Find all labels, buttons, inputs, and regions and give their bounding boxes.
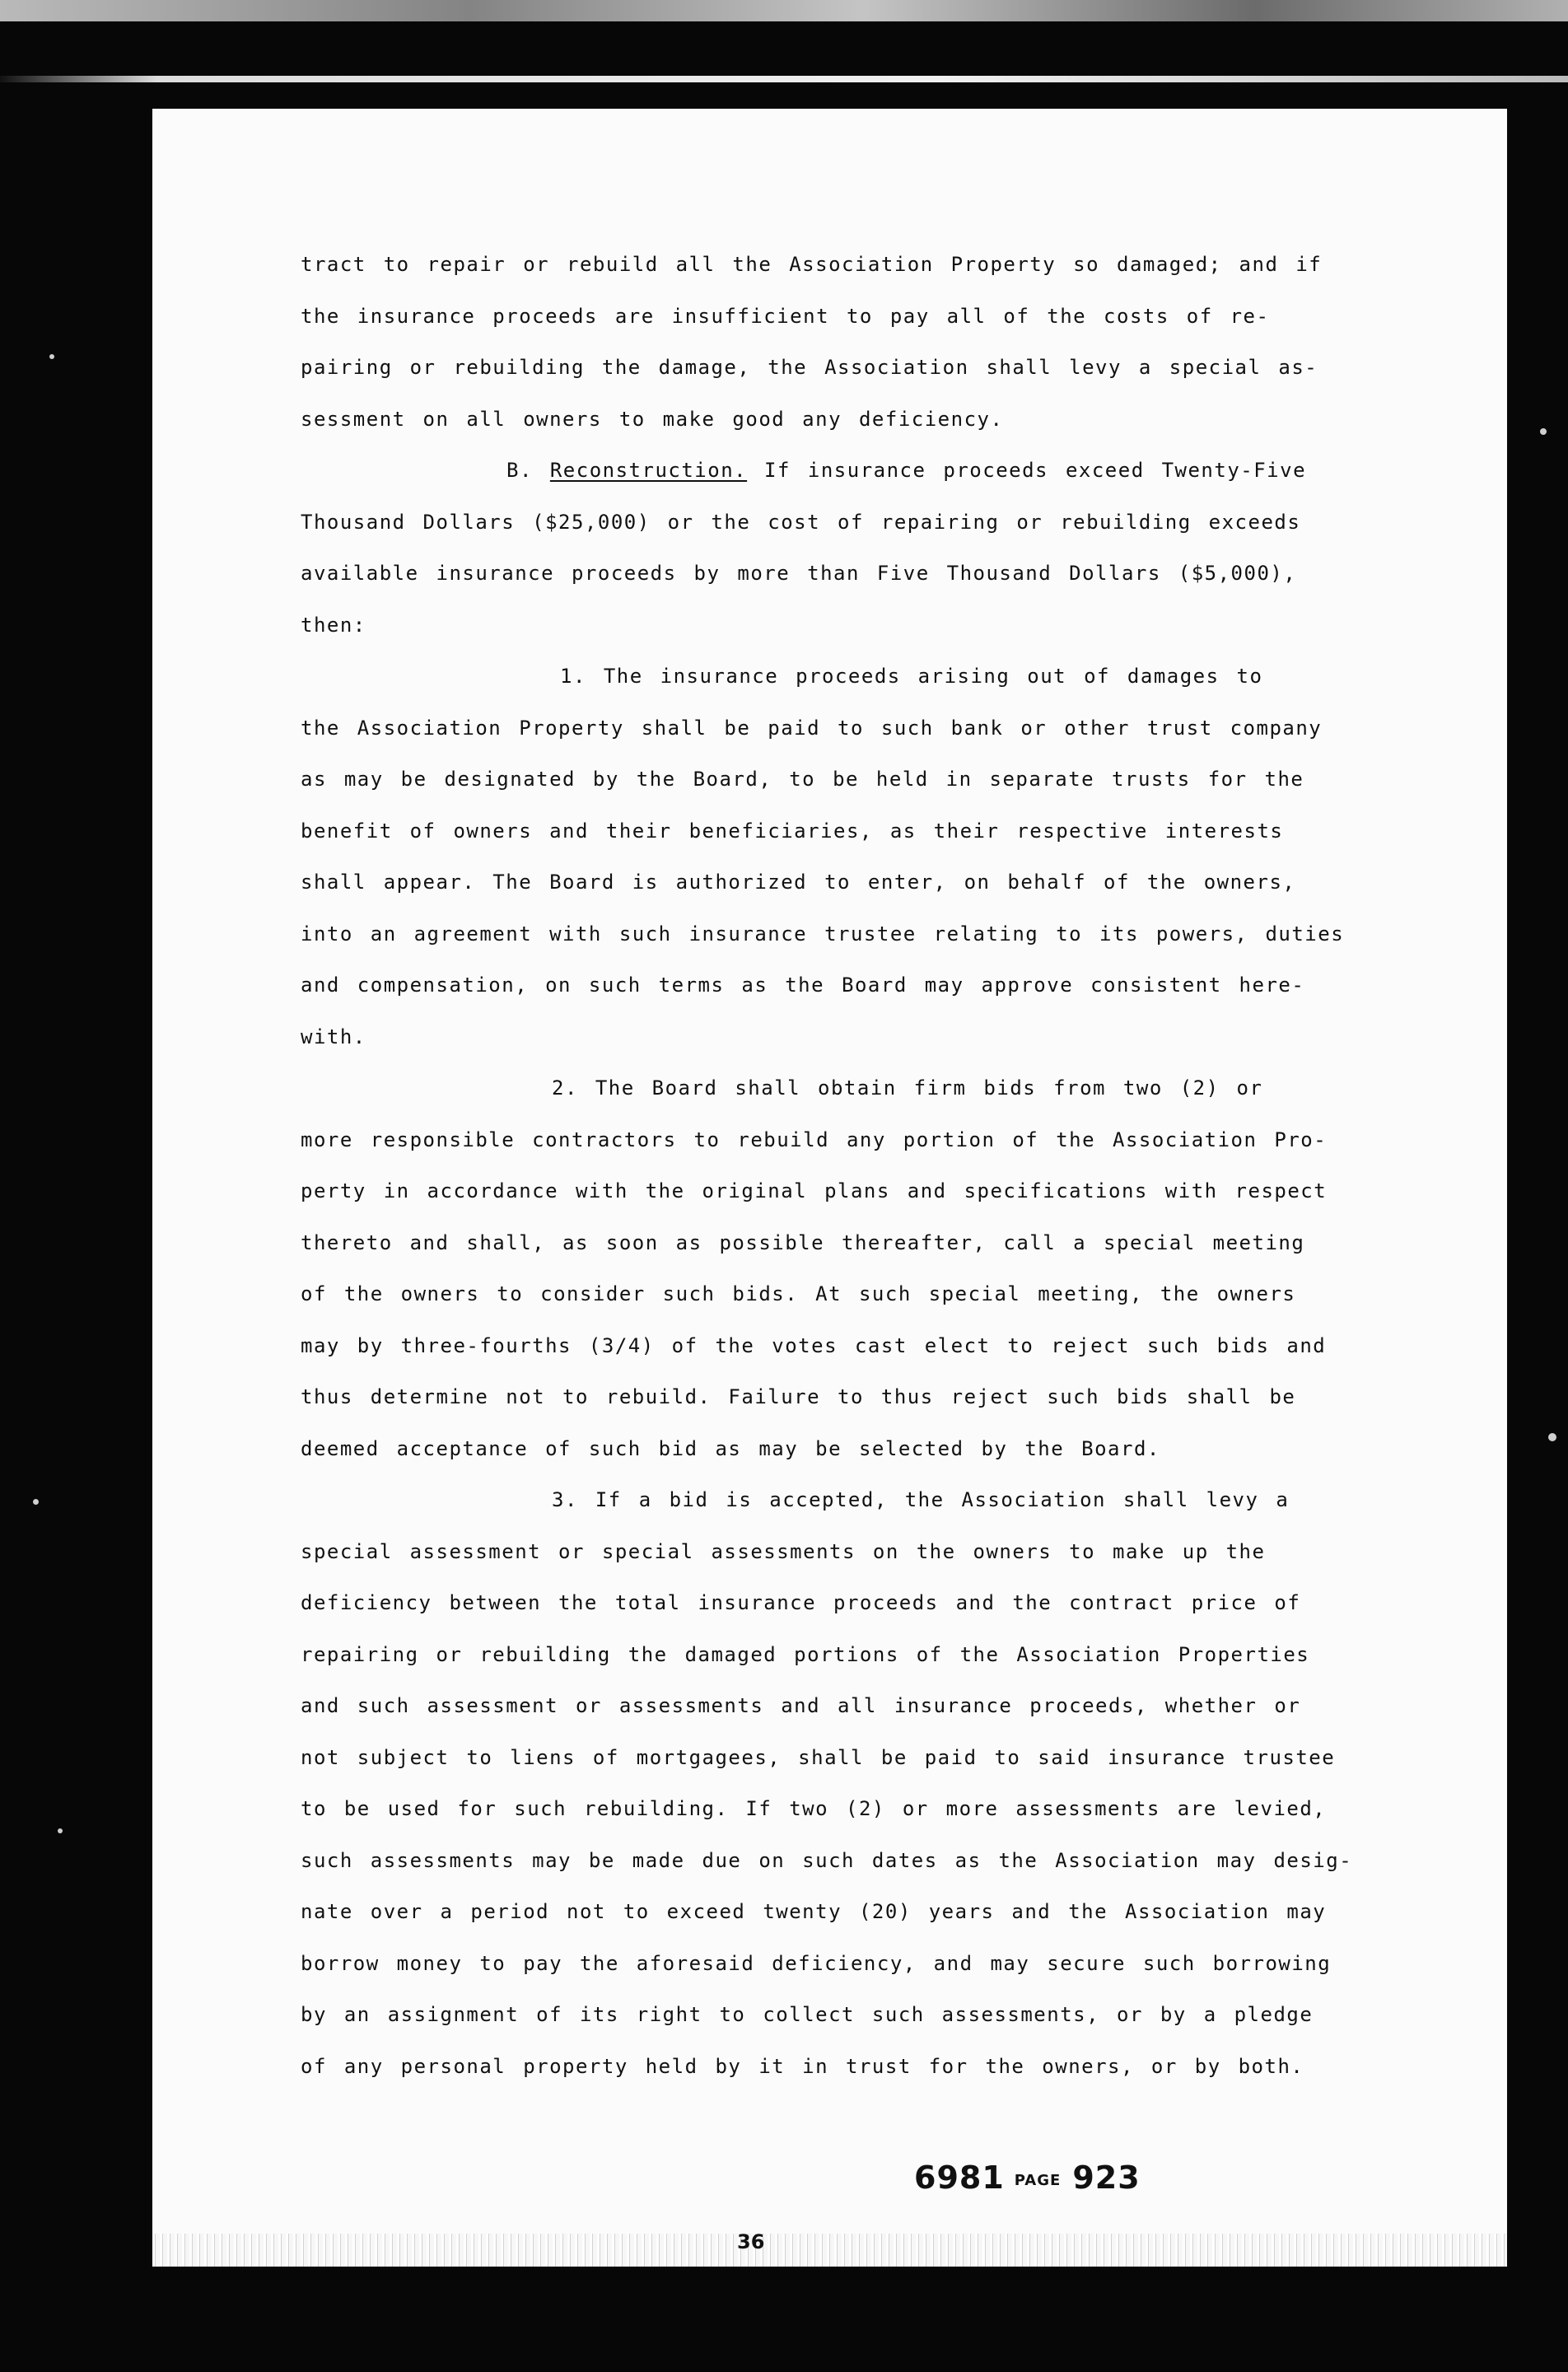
text-line: into an agreement with such insurance trustee relating to its powers, duties — [301, 922, 1345, 946]
item-1-first-line: 1. The insurance proceeds arising out of damages to — [560, 665, 1263, 688]
text-line: Thousand Dollars ($25,000) or the cost of repairing or rebuilding exceeds — [301, 510, 1301, 534]
scan-speck — [58, 1828, 63, 1833]
document-body — [301, 239, 1353, 2092]
item-3-first-line: 3. If a bid is accepted, the Association shall levy a — [552, 1488, 1290, 1511]
stamp-mid: PAGE — [1014, 2172, 1062, 2189]
text-line: special assessment or special assessments on the owners to make up the — [301, 1539, 1266, 1563]
text-line: not subject to liens of mortgagees, shall be paid to said insurance trustee — [301, 1745, 1336, 1769]
text-line: pairing or rebuilding the damage, the Association shall levy a special as- — [301, 356, 1318, 379]
stamp-page: 923 — [1072, 2160, 1141, 2196]
section-label: B. — [506, 459, 533, 482]
text-line: borrow money to pay the aforesaid deficiency, and may secure such borrowing — [301, 1951, 1332, 1975]
text-line: of any personal property held by it in trust for the owners, or by both. — [301, 2054, 1304, 2078]
section-heading-rest: If insurance proceeds exceed Twenty-Five — [747, 459, 1307, 482]
text-line: the insurance proceeds are insufficient to pay all of the costs of re- — [301, 304, 1270, 328]
text-line: more responsible contractors to rebuild any portion of the Association Pro- — [301, 1128, 1328, 1151]
text-line: deemed acceptance of such bid as may be selected by the Board. — [301, 1436, 1160, 1460]
scan-speck — [49, 354, 54, 359]
text-line: nate over a period not to exceed twenty (20) years and the Association may — [301, 1900, 1327, 1923]
item-2-first-line: 2. The Board shall obtain firm bids from two (2) or — [552, 1076, 1263, 1100]
text-line: such assessments may be made due on such dates as the Association may desig- — [301, 1848, 1353, 1872]
text-line: and compensation, on such terms as the Board may approve consistent here- — [301, 974, 1305, 997]
scan-bottom-noise — [152, 2234, 1507, 2267]
text-line: and such assessment or assessments and all insurance proceeds, whether or — [301, 1694, 1301, 1717]
stamp-book: 6981 — [914, 2160, 1005, 2196]
text-line: to be used for such rebuilding. If two (2) or more assessments are levied, — [301, 1797, 1327, 1820]
text-line: available insurance proceeds by more than Five Thousand Dollars ($5,000), — [301, 562, 1297, 585]
text-line: by an assignment of its right to collect such assessments, or by a pledge — [301, 2003, 1314, 2026]
text-line: shall appear. The Board is authorized to enter, on behalf of the owners, — [301, 871, 1296, 894]
scan-speck — [1540, 428, 1547, 435]
text-line: benefit of owners and their beneficiaries, as their respective interests — [301, 819, 1284, 843]
text-line: thereto and shall, as soon as possible thereafter, call a special meeting — [301, 1230, 1305, 1254]
text-line: deficiency between the total insurance proceeds and the contract price of — [301, 1591, 1301, 1614]
scan-edge-line — [0, 76, 1568, 82]
text-line: tract to repair or rebuild all the Association Property so damaged; and if — [301, 253, 1323, 276]
section-heading: Reconstruction. — [549, 459, 748, 482]
text-line: with. — [301, 1025, 366, 1048]
text-line: as may be designated by the Board, to be held in separate trusts for the — [301, 768, 1304, 791]
scan-speck — [33, 1499, 39, 1505]
text-line: thus determine not to rebuild. Failure to thus reject such bids shall be — [301, 1385, 1296, 1408]
section-b-heading-line — [301, 445, 1334, 497]
page-number: 36 — [737, 2230, 765, 2253]
text-line: of the owners to consider such bids. At such special meeting, the owners — [301, 1282, 1296, 1305]
text-line: sessment on all owners to make good any deficiency. — [301, 407, 1004, 431]
scan-speck — [1548, 1433, 1556, 1441]
scan-edge-streak — [0, 0, 1568, 21]
text-line: repairing or rebuilding the damaged portions of the Association Properties — [301, 1642, 1310, 1666]
text-line: may by three-fourths (3/4) of the votes cast elect to reject such bids and — [301, 1333, 1327, 1357]
text-line: then: — [301, 613, 366, 637]
text-line: the Association Property shall be paid to such bank or other trust company — [301, 716, 1323, 740]
recording-stamp — [914, 2160, 1141, 2196]
text-line: perty in accordance with the original plans and specifications with respect — [301, 1179, 1328, 1202]
